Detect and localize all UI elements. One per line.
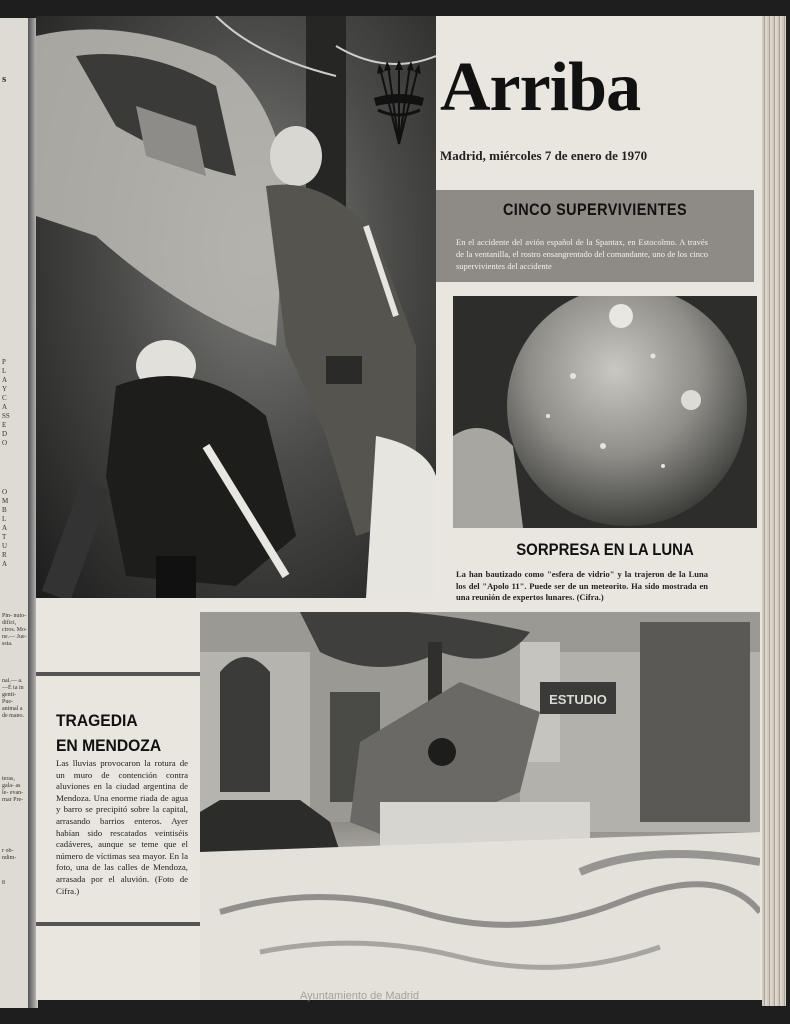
moon-caption-text: La han bautizado como "esfera de vidrio" y la trajeron de la Luna los del "Apolo 11". Puede ser de un meteorito. Ha sido mostrada en una reunión de expertos lunares. (Cifra.) (456, 569, 708, 602)
moon-headline: SORPRESA EN LA LUNA (516, 540, 694, 559)
mendoza-bottom-rule (36, 922, 200, 926)
left-fragment-col4: r ob- ndim- (2, 848, 17, 861)
storefront-sign: ESTUDIO (549, 692, 607, 707)
mendoza-caption-text: Las lluvias provocaron la rotura de un muro de contención contra aluviones en la ciudad argentina de Mendoza. Una enorme riada de agua y barro se precipitó sobre la capital, arrasando barrios enteros. Ayer habían sido rescatados veintiséis cadáveres, aunque se teme que el número de víctimas sea mayor. En la foto, una de las calles de Mendoza, arrasada por el aluvión. (Foto de Cifra.) (56, 758, 188, 896)
crash-caption-text: En el accidente del avión español de la Spantax, en Estocolmo. A través de la ventanilla, el rostro ensangrentado del comandante, uno de los cinco supervivientes del accidente (456, 237, 708, 271)
mendoza-top-rule (36, 672, 200, 676)
glass-sphere-illustration (453, 296, 757, 528)
yoke-and-arrows-emblem (368, 60, 430, 148)
previous-page-edge (0, 18, 30, 1008)
dateline: Madrid, miércoles 7 de enero de 1970 (440, 148, 648, 163)
archive-watermark: Ayuntamiento de Madrid (300, 990, 420, 1002)
left-fragment-vertical-b: OMBLAT URA (2, 488, 9, 568)
left-fragment-col5: 8 (2, 880, 5, 886)
left-fragment-vertical-a: PLAYCASSEDO (2, 358, 10, 447)
mendoza-headline-line1: TRAGEDIA (56, 711, 138, 730)
photo-moon-glass-sphere (453, 296, 757, 528)
flood-photo-illustration (200, 612, 760, 1000)
mendoza-headline (56, 708, 161, 758)
masthead-title: Arriba (440, 49, 641, 126)
page-stack-edge (762, 16, 786, 1006)
photo-mendoza-flood (200, 612, 760, 1000)
crash-headline: CINCO SUPERVIVIENTES (502, 200, 688, 219)
left-fragment-col2: nal.— a.—É ta in genti- Pue- animal a de mano. (2, 678, 24, 719)
left-fragment-col1: Pin- nuto- difici, ctros. Mo- ne.— Jue- ssta. (2, 613, 27, 647)
mendoza-headline-line2: EN MENDOZA (56, 736, 162, 755)
left-fragment-top: s (2, 76, 7, 83)
left-fragment-col3: teras, gala- as le- evan- rnar Pre- (2, 776, 24, 803)
